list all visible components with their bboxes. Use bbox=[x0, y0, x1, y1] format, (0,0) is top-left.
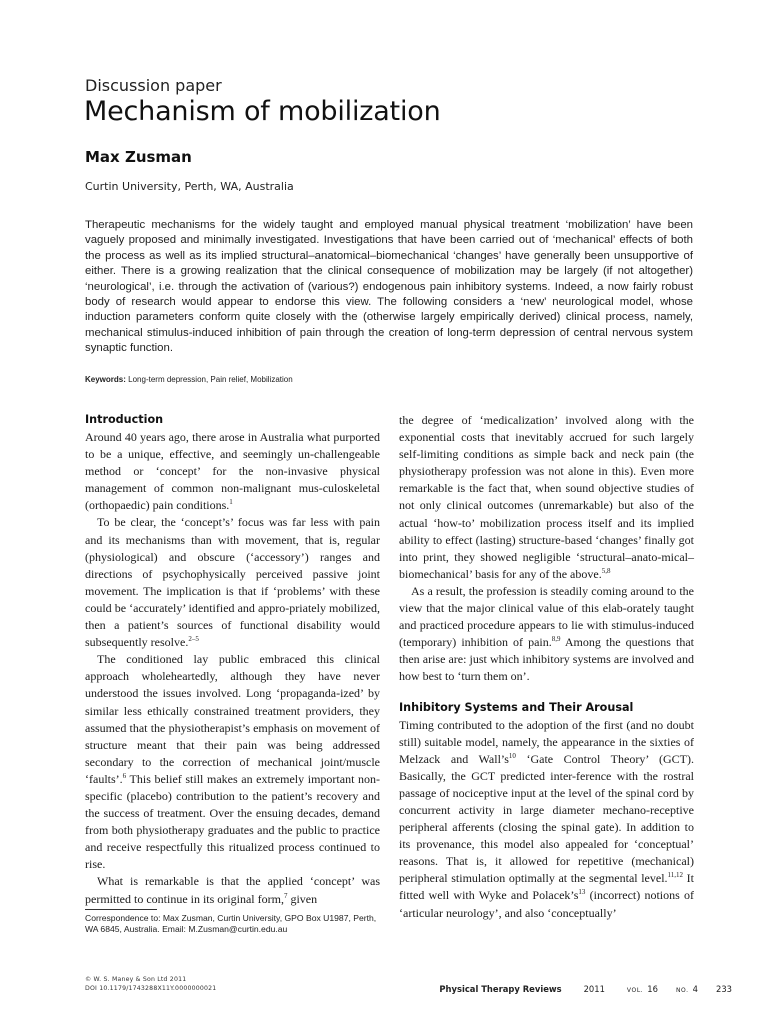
citation[interactable]: 6 bbox=[122, 771, 127, 780]
issue-number: 4 bbox=[692, 984, 698, 994]
paragraph: To be clear, the ‘concept’s’ focus was far less with pain and its mechanisms than with movement, that is, regular (physiological) and obscure (‘accessory’) ranges and directions of psychophysically perceived passive joint movement. The implication is that if ‘problems’ with these could be ‘accurately’ identified and appro-priately mobilized, then a patient’s sources of functional disability would subsequently resolve.$^{2-5}$ bbox=[85, 515, 380, 650]
paragraph: The conditioned lay public embraced this clinical approach wholeheartedly, although they have never understood the issues involved. Long ‘propaganda-ized’ by similar less ethically constrained treatment providers, they assumed that the physiotherapist’s emphasis on movement of structure meant that their pain was being addressed secondary to the correction of mechanical joint/muscle ‘faults’.$^6$ This belief still makes an extremely important non-specific (placebo) contribution to the patient’s recovery and the success of treatment. Over the ensuing decades, demand from both physiotherapy graduates and the public to practice and receive respectfully this ritualized process continued to rise. bbox=[85, 652, 380, 872]
volume-label: VOL. bbox=[626, 987, 644, 994]
volume-number: 16 bbox=[647, 984, 658, 994]
article-type: Discussion paper bbox=[85, 76, 222, 95]
issue-label: NO. bbox=[675, 987, 689, 994]
keywords-text: Long-term depression, Pain relief, Mobilization bbox=[128, 375, 293, 384]
citation[interactable]: 13 bbox=[578, 888, 586, 897]
intro-heading: Introduction bbox=[85, 413, 164, 426]
paragraph: Around 40 years ago, there arose in Australia what purported to be a unique, effective, and seemingly un-challengeable method or ‘concept’ for the non-invasive physical management of common non-malignant mus-culoskeletal (orthopaedic) pain conditions.$^1$ bbox=[85, 430, 380, 513]
citation[interactable]: 10 bbox=[508, 751, 516, 760]
paragraph: What is remarkable is that the applied ‘concept’ was permitted to continue in its original form,$^7$ given bbox=[85, 874, 380, 906]
footnote-rule bbox=[85, 909, 157, 910]
copyright: © W. S. Maney & Son Ltd 2011 bbox=[85, 976, 187, 983]
paragraph: As a result, the profession is steadily coming around to the view that the major clinical value of this elab-orately taught and practiced procedure appears to lie with stimulus-induced (temporary) inhibition of pain.$^{8,9}$ Among the questions that then arise are: just which inhibitory systems are involved and how best to ‘turn them on’. bbox=[399, 583, 695, 684]
page-number: 233 bbox=[716, 984, 732, 994]
footer-left bbox=[85, 976, 216, 993]
author-affiliation: Curtin University, Perth, WA, Australia bbox=[85, 180, 294, 193]
citation[interactable]: 7 bbox=[283, 891, 288, 900]
section-heading: Inhibitory Systems and Their Arousal bbox=[399, 700, 634, 714]
paragraph: the degree of ‘medicalization’ involved along with the exponential costs that inevitably accrued for such largely self-limiting conditions as simple back and neck pain (the physiotherapy profession was not alone in this). Even more remarkable is the fact that, when sound objective studies of not only clinical outcomes (unremarkable) but also of the actual ‘how-to’ mobilization process itself and its implied ability to effect (lasting) structure-based ‘changes’ finally got into print, they showed negligible ‘structural–anato-mical–biomechanical’ basis for any of the above.$^{5,8}$ bbox=[399, 413, 694, 581]
author-name: Max Zusman bbox=[85, 148, 192, 166]
citation[interactable]: 11,12 bbox=[667, 871, 684, 880]
right-column bbox=[399, 412, 694, 922]
doi[interactable]: DOI 10.1179/1743288X11Y.0000000021 bbox=[85, 984, 217, 992]
journal-name: Physical Therapy Reviews bbox=[439, 984, 562, 994]
left-column bbox=[85, 412, 380, 908]
abstract: Therapeutic mechanisms for the widely taught and employed manual physical treatment ‘mobilization’ have been vaguely proposed and minimally investigated. Investigations that have been carried out of ‘mechanical’ effects of both the process as well as its implied structural–anatomical–biomechanical ‘changes’ have generally been unsupportive of either. There is a growing realization that the clinical consequence of mobilization may be largely (if not altogether) ‘neurological’, i.e. through the activation of (various?) endogenous pain inhibitory systems. Indeed, a now fairly robust body of research would appear to endorse this view. The following considers a ‘new’ neurological model, whose induction parameters conform quite closely with the (otherwise largely empirically derived) clinical process, namely, mechanical stimulus-induced inhibition of pain through the creation of long-term depression of central nervous system synaptic function. bbox=[85, 219, 693, 355]
citation[interactable]: 8,9 bbox=[551, 635, 561, 644]
keywords bbox=[85, 375, 293, 384]
article-title: Mechanism of mobilization bbox=[84, 96, 441, 127]
keywords-label: Keywords: bbox=[85, 375, 126, 384]
footer-right bbox=[439, 984, 732, 994]
citation[interactable]: 5,8 bbox=[601, 566, 611, 575]
correspondence-note: Correspondence to: Max Zusman, Curtin University, GPO Box U1987, Perth, WA 6845, Australia. Email: M.Zusman@curtin.edu.au bbox=[85, 913, 377, 934]
journal-year: 2011 bbox=[583, 984, 605, 994]
citation[interactable]: 2–5 bbox=[188, 635, 199, 644]
paragraph: Timing contributed to the adoption of the first (and no doubt still) suitable model, namely, the appearance in the sixties of Melzack and $Wall’s^{10}$ ‘Gate Control Theory’ (GCT). Basically, the GCT predicted inter-ference with the rostral passage of nociceptive input at the level of the spinal cord by concurrent activity in large diameter mechano-receptive peripheral afferents (closing the spinal gate). In addition to its provenance, this model also appealed for ‘conceptual’ reasons. That is, it allowed for repetitive (mechanical) peripheral stimulation optimally at the segmental level.$^{11,12}$ It fitted well with Wyke and $Polacek’s^{13}$ (incorrect) notions of ‘articular neurology’, and also ‘conceptually’ bbox=[399, 717, 694, 920]
citation[interactable]: 1 bbox=[229, 498, 233, 507]
